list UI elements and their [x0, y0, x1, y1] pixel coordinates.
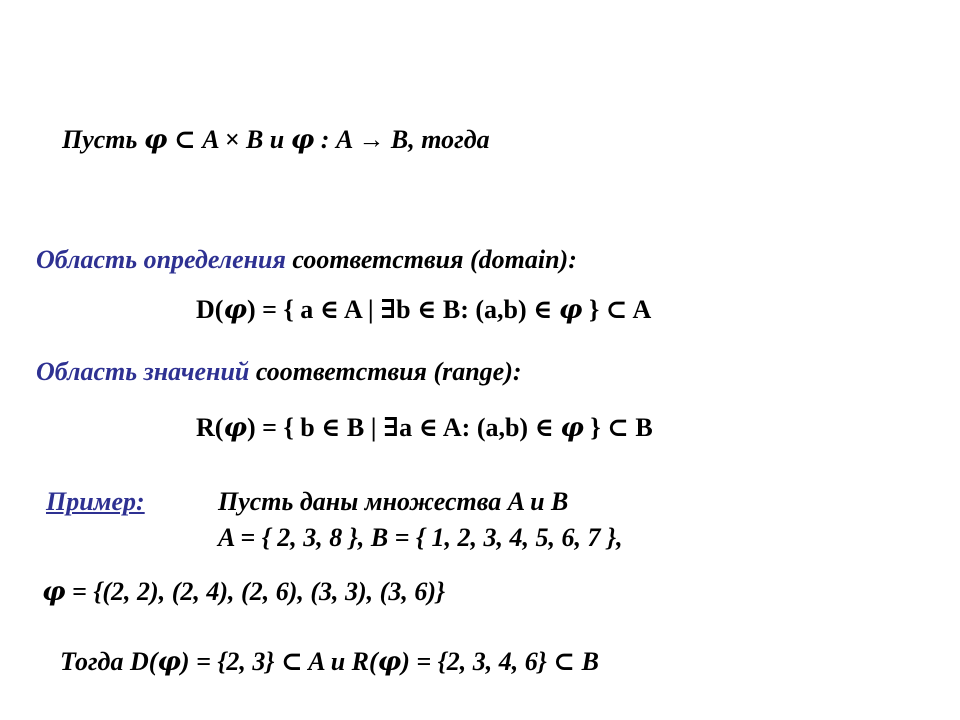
- intro-part1: Пусть: [62, 125, 144, 154]
- example-phi-set-values: = {(2, 2), (2, 4), (2, 6), (3, 3), (3, 6)}: [65, 577, 446, 606]
- example-label[interactable]: Пример:: [46, 487, 145, 516]
- domain-heading-rest: соответствия (domain):: [285, 245, 577, 274]
- domain-formula-mid: ) = { a ∈ A | ∃b ∈ B: (a,b) ∈: [246, 295, 559, 324]
- range-formula-pre: R(: [196, 413, 224, 442]
- intro-part4: B, тогда: [384, 125, 490, 154]
- phi-symbol: φ: [377, 647, 402, 677]
- range-heading-colored: Область значений: [36, 357, 250, 386]
- example-line-1: Пусть даны множества A и B: [218, 487, 569, 516]
- phi-symbol: φ: [558, 295, 583, 325]
- conclusion-part2: ) = {2, 3} ⊂ A и R(: [180, 647, 378, 676]
- range-formula: [196, 412, 653, 444]
- phi-symbol: φ: [42, 577, 66, 607]
- phi-symbol: φ: [223, 295, 247, 325]
- example-line-2: A = { 2, 3, 8 }, B = { 1, 2, 3, 4, 5, 6, 7 },: [218, 523, 623, 552]
- range-formula-mid: ) = { b ∈ B | ∃a ∈ A: (a,b) ∈: [246, 413, 561, 442]
- domain-formula-pre: D(: [196, 295, 224, 324]
- phi-symbol: φ: [143, 125, 168, 155]
- range-heading: [36, 356, 522, 388]
- phi-symbol: φ: [290, 125, 315, 155]
- arrow-symbol: →: [358, 125, 385, 154]
- conclusion-part3: ) = {2, 3, 4, 6} ⊂ B: [401, 647, 599, 676]
- phi-symbol: φ: [157, 647, 181, 677]
- domain-heading: [36, 244, 577, 276]
- phi-symbol: φ: [560, 413, 584, 443]
- range-formula-post: } ⊂ B: [583, 413, 653, 442]
- range-heading-rest: соответствия (range):: [249, 357, 522, 386]
- domain-formula-post: } ⊂ A: [582, 295, 652, 324]
- example-phi-set: [42, 576, 445, 608]
- intro-part3: : A: [314, 125, 359, 154]
- domain-heading-colored: Область определения: [36, 245, 286, 274]
- conclusion-part1: Тогда D(: [60, 647, 158, 676]
- intro-statement: [62, 124, 490, 156]
- intro-part2: ⊂ A × B и: [167, 125, 291, 154]
- conclusion: [60, 646, 599, 678]
- phi-symbol: φ: [223, 413, 247, 443]
- domain-formula: [196, 294, 651, 326]
